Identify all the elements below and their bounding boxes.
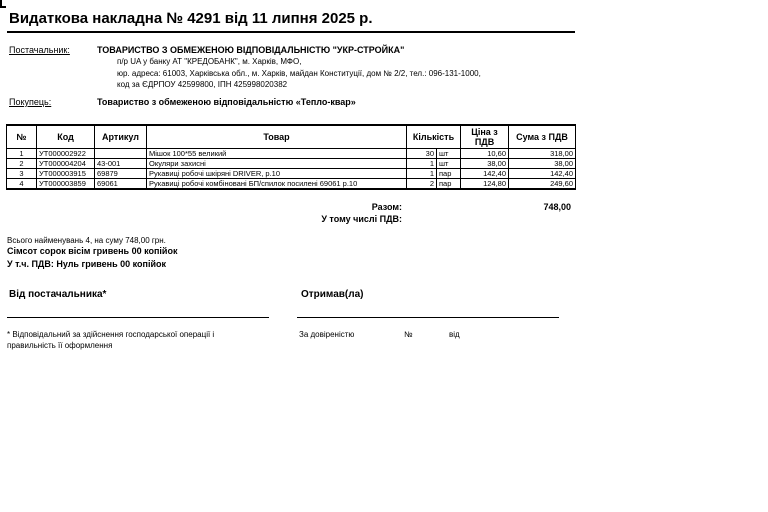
items-count-summary: Всього найменувань 4, на суму 748,00 грн. <box>7 236 166 245</box>
table-row <box>7 159 576 169</box>
receiver-signature-title: Отримав(ла) <box>301 289 364 300</box>
row-code: УТ000002922 <box>37 149 95 159</box>
table-row <box>7 179 576 190</box>
row-code: УТ000004204 <box>37 159 95 169</box>
corner-mark <box>0 0 6 8</box>
row-price: 124,80 <box>461 179 509 190</box>
title-divider <box>7 31 575 33</box>
supplier-bank: п/р UA у банку АТ "КРЕДОБАНК", м. Харків, МФО, <box>117 57 302 66</box>
row-price: 142,40 <box>461 169 509 179</box>
row-article: 69879 <box>95 169 147 179</box>
table-header-row <box>7 125 576 149</box>
footnote-line-1: * Відповідальний за здійснення господарської операції і <box>7 330 215 339</box>
row-qty: 2 <box>407 179 437 190</box>
document-title: Видаткова накладна № 4291 від 11 липня 2025 р. <box>9 10 373 27</box>
vat-label: У тому числі ПДВ: <box>321 214 402 224</box>
row-sum: 38,00 <box>509 159 576 169</box>
row-sum: 318,00 <box>509 149 576 159</box>
row-article <box>95 149 147 159</box>
row-num: 2 <box>7 159 37 169</box>
row-code: УТ000003859 <box>37 179 95 190</box>
proxy-label: За довіреністю <box>299 330 355 339</box>
row-unit: шт <box>437 149 461 159</box>
buyer-label: Покупець: <box>9 97 52 107</box>
supplier-name: ТОВАРИСТВО З ОБМЕЖЕНОЮ ВІДПОВІДАЛЬНІСТЮ "УКР-СТРОЙКА" <box>97 45 405 55</box>
row-code: УТ000003915 <box>37 169 95 179</box>
row-num: 4 <box>7 179 37 190</box>
proxy-number-label: № <box>404 330 413 339</box>
vat-in-words: У т.ч. ПДВ: Нуль гривень 00 копійок <box>7 259 166 269</box>
items-table <box>6 124 576 190</box>
proxy-date-label: від <box>449 330 460 339</box>
col-product-header: Товар <box>147 125 407 149</box>
supplier-signature-line <box>7 317 269 318</box>
row-product: Рукавиці робочі комбіновані БП/спилок посилені 69061 р.10 <box>147 179 407 190</box>
supplier-signature-title: Від постачальника* <box>9 289 107 300</box>
col-code-header: Код <box>37 125 95 149</box>
row-unit: пар <box>437 169 461 179</box>
receiver-signature-line <box>297 317 559 318</box>
row-product: Рукавиці робочі шкіряні DRIVER, р.10 <box>147 169 407 179</box>
row-qty: 30 <box>407 149 437 159</box>
footnote-line-2: правильність її оформлення <box>7 341 113 350</box>
amount-in-words: Сімсот сорок вісім гривень 00 копійок <box>7 246 178 256</box>
col-num-header: № <box>7 125 37 149</box>
supplier-codes: код за ЄДРПОУ 42599800, ІПН 425998020382 <box>117 80 288 89</box>
row-unit: пар <box>437 179 461 190</box>
row-price: 38,00 <box>461 159 509 169</box>
row-num: 1 <box>7 149 37 159</box>
table-row <box>7 149 576 159</box>
col-article-header: Артикул <box>95 125 147 149</box>
table-row <box>7 169 576 179</box>
row-num: 3 <box>7 169 37 179</box>
col-sum-header: Сума з ПДВ <box>509 125 576 149</box>
row-sum: 142,40 <box>509 169 576 179</box>
total-label: Разом: <box>371 202 402 212</box>
buyer-name: Товариство з обмеженою відповідальністю «Тепло-квар» <box>97 97 356 107</box>
col-qty-header: Кількість <box>407 125 461 149</box>
row-qty: 1 <box>407 169 437 179</box>
supplier-label: Постачальник: <box>9 45 70 55</box>
row-price: 10,60 <box>461 149 509 159</box>
row-unit: шт <box>437 159 461 169</box>
row-article: 69061 <box>95 179 147 190</box>
supplier-address: юр. адреса: 61003, Харківська обл., м. Харків, майдан Конституції, дом № 2/2, тел.: 096-131-1000, <box>117 69 481 78</box>
total-value: 748,00 <box>543 202 571 212</box>
row-qty: 1 <box>407 159 437 169</box>
col-price-header: Ціна з ПДВ <box>461 125 509 149</box>
row-product: Окуляри захисні <box>147 159 407 169</box>
row-sum: 249,60 <box>509 179 576 190</box>
row-article: 43-001 <box>95 159 147 169</box>
row-product: Мішок 100*55 великий <box>147 149 407 159</box>
